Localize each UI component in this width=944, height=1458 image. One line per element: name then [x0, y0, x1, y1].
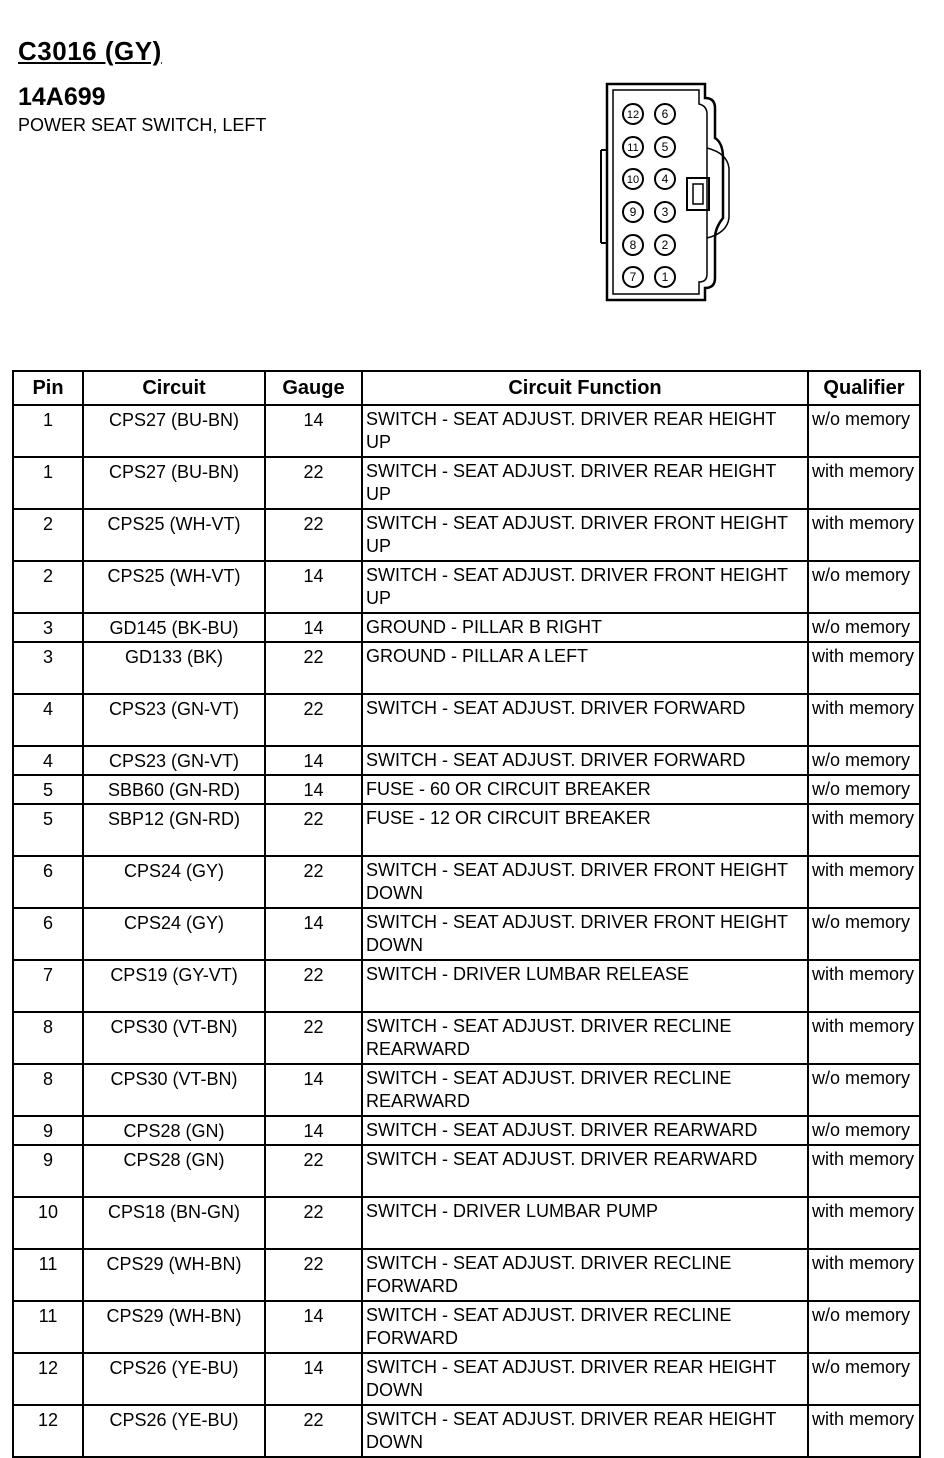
table-header-row — [13, 371, 920, 405]
cell-gauge: 14 — [265, 908, 362, 960]
pin-label: 9 — [629, 205, 637, 219]
cell-gauge: 22 — [265, 1249, 362, 1301]
table-row — [13, 746, 920, 775]
cell-pin: 12 — [13, 1353, 83, 1405]
cell-function: FUSE - 60 OR CIRCUIT BREAKER — [362, 775, 808, 804]
connector-face-diagram — [595, 78, 735, 308]
cell-qualifier: w/o memory — [808, 613, 920, 642]
cell-function: SWITCH - SEAT ADJUST. DRIVER FRONT HEIGHT DOWN — [362, 856, 808, 908]
cell-qualifier: w/o memory — [808, 775, 920, 804]
table-row — [13, 1405, 920, 1457]
table-row — [13, 457, 920, 509]
table-row — [13, 908, 920, 960]
header-gauge: Gauge — [265, 371, 362, 405]
cell-qualifier: with memory — [808, 1012, 920, 1064]
cell-qualifier: w/o memory — [808, 1301, 920, 1353]
table-row — [13, 1197, 920, 1249]
cell-qualifier: with memory — [808, 509, 920, 561]
pin-label: 7 — [629, 270, 637, 284]
cell-pin: 9 — [13, 1116, 83, 1145]
cell-circuit: CPS23 (GN-VT) — [83, 694, 265, 746]
cell-circuit: CPS25 (WH-VT) — [83, 561, 265, 613]
cell-gauge: 22 — [265, 1197, 362, 1249]
cell-function: SWITCH - SEAT ADJUST. DRIVER RECLINE FORWARD — [362, 1249, 808, 1301]
cell-pin: 11 — [13, 1301, 83, 1353]
cell-pin: 7 — [13, 960, 83, 1012]
cell-function: SWITCH - DRIVER LUMBAR PUMP — [362, 1197, 808, 1249]
cell-pin: 9 — [13, 1145, 83, 1197]
cell-function: SWITCH - SEAT ADJUST. DRIVER REARWARD — [362, 1116, 808, 1145]
pin-label: 2 — [661, 238, 669, 252]
cell-pin: 10 — [13, 1197, 83, 1249]
header-pin: Pin — [13, 371, 83, 405]
table-row — [13, 1145, 920, 1197]
pin-label: 12 — [626, 109, 640, 121]
cell-pin: 1 — [13, 405, 83, 457]
cell-gauge: 22 — [265, 804, 362, 856]
cell-qualifier: with memory — [808, 856, 920, 908]
table-row — [13, 804, 920, 856]
cell-qualifier: with memory — [808, 457, 920, 509]
pin-label: 11 — [627, 142, 639, 154]
cell-gauge: 14 — [265, 746, 362, 775]
cell-gauge: 22 — [265, 457, 362, 509]
cell-function: SWITCH - SEAT ADJUST. DRIVER FRONT HEIGHT UP — [362, 509, 808, 561]
cell-gauge: 14 — [265, 405, 362, 457]
pin-label: 8 — [629, 238, 637, 252]
cell-pin: 2 — [13, 561, 83, 613]
cell-function: SWITCH - SEAT ADJUST. DRIVER RECLINE REARWARD — [362, 1012, 808, 1064]
table-row — [13, 405, 920, 457]
cell-circuit: SBP12 (GN-RD) — [83, 804, 265, 856]
cell-function: SWITCH - SEAT ADJUST. DRIVER REAR HEIGHT DOWN — [362, 1353, 808, 1405]
table-row — [13, 509, 920, 561]
cell-qualifier: with memory — [808, 642, 920, 694]
cell-gauge: 22 — [265, 642, 362, 694]
cell-function: SWITCH - DRIVER LUMBAR RELEASE — [362, 960, 808, 1012]
cell-pin: 11 — [13, 1249, 83, 1301]
cell-pin: 8 — [13, 1064, 83, 1116]
cell-circuit: CPS28 (GN) — [83, 1116, 265, 1145]
cell-qualifier: w/o memory — [808, 1116, 920, 1145]
pin-column-right — [655, 104, 675, 287]
cell-function: SWITCH - SEAT ADJUST. DRIVER RECLINE REARWARD — [362, 1064, 808, 1116]
table-row — [13, 561, 920, 613]
cell-function: SWITCH - SEAT ADJUST. DRIVER REARWARD — [362, 1145, 808, 1197]
cell-pin: 4 — [13, 746, 83, 775]
cell-circuit: CPS28 (GN) — [83, 1145, 265, 1197]
cell-qualifier: with memory — [808, 1405, 920, 1457]
table-row — [13, 1116, 920, 1145]
cell-qualifier: with memory — [808, 694, 920, 746]
cell-gauge: 14 — [265, 1353, 362, 1405]
cell-function: SWITCH - SEAT ADJUST. DRIVER FORWARD — [362, 694, 808, 746]
cell-function: SWITCH - SEAT ADJUST. DRIVER FRONT HEIGHT UP — [362, 561, 808, 613]
cell-circuit: CPS25 (WH-VT) — [83, 509, 265, 561]
pin-label: 3 — [661, 205, 669, 219]
cell-gauge: 14 — [265, 1301, 362, 1353]
cell-qualifier: with memory — [808, 804, 920, 856]
cell-circuit: CPS27 (BU-BN) — [83, 457, 265, 509]
cell-pin: 5 — [13, 775, 83, 804]
header-circuit: Circuit — [83, 371, 265, 405]
cell-pin: 6 — [13, 856, 83, 908]
cell-function: SWITCH - SEAT ADJUST. DRIVER REAR HEIGHT UP — [362, 457, 808, 509]
cell-circuit: CPS26 (YE-BU) — [83, 1405, 265, 1457]
pin-label: 4 — [661, 172, 669, 186]
cell-qualifier: with memory — [808, 1197, 920, 1249]
cell-function: FUSE - 12 OR CIRCUIT BREAKER — [362, 804, 808, 856]
cell-function: SWITCH - SEAT ADJUST. DRIVER FORWARD — [362, 746, 808, 775]
cell-qualifier: with memory — [808, 960, 920, 1012]
cell-function: SWITCH - SEAT ADJUST. DRIVER REAR HEIGHT UP — [362, 405, 808, 457]
pin-label: 1 — [661, 270, 669, 284]
cell-pin: 6 — [13, 908, 83, 960]
cell-function: GROUND - PILLAR B RIGHT — [362, 613, 808, 642]
header-qualifier: Qualifier — [808, 371, 920, 405]
table-row — [13, 1012, 920, 1064]
cell-circuit: GD133 (BK) — [83, 642, 265, 694]
cell-circuit: CPS24 (GY) — [83, 908, 265, 960]
cell-circuit: SBB60 (GN-RD) — [83, 775, 265, 804]
part-number: 14A699 — [18, 83, 106, 111]
cell-circuit: CPS29 (WH-BN) — [83, 1249, 265, 1301]
cell-circuit: CPS26 (YE-BU) — [83, 1353, 265, 1405]
connector-id: C3016 (GY) — [18, 36, 162, 66]
cell-pin: 5 — [13, 804, 83, 856]
cell-pin: 2 — [13, 509, 83, 561]
cell-qualifier: with memory — [808, 1249, 920, 1301]
cell-qualifier: w/o memory — [808, 405, 920, 457]
cell-gauge: 22 — [265, 1405, 362, 1457]
cell-gauge: 22 — [265, 960, 362, 1012]
cell-qualifier: w/o memory — [808, 1064, 920, 1116]
cell-qualifier: w/o memory — [808, 561, 920, 613]
part-description: POWER SEAT SWITCH, LEFT — [18, 115, 267, 135]
cell-gauge: 14 — [265, 1116, 362, 1145]
cell-pin: 12 — [13, 1405, 83, 1457]
cell-qualifier: w/o memory — [808, 908, 920, 960]
cell-qualifier: w/o memory — [808, 1353, 920, 1405]
cell-circuit: CPS30 (VT-BN) — [83, 1012, 265, 1064]
cell-circuit: CPS23 (GN-VT) — [83, 746, 265, 775]
cell-gauge: 22 — [265, 509, 362, 561]
cell-circuit: CPS29 (WH-BN) — [83, 1301, 265, 1353]
table-row — [13, 642, 920, 694]
cell-function: SWITCH - SEAT ADJUST. DRIVER FRONT HEIGHT DOWN — [362, 908, 808, 960]
table-row — [13, 613, 920, 642]
cell-pin: 3 — [13, 642, 83, 694]
pin-label: 5 — [661, 140, 669, 154]
cell-circuit: CPS30 (VT-BN) — [83, 1064, 265, 1116]
pinout-table — [12, 370, 921, 1458]
table-row — [13, 1301, 920, 1353]
table-row — [13, 960, 920, 1012]
cell-circuit: CPS18 (BN-GN) — [83, 1197, 265, 1249]
cell-circuit: CPS27 (BU-BN) — [83, 405, 265, 457]
cell-gauge: 22 — [265, 694, 362, 746]
cell-gauge: 22 — [265, 1012, 362, 1064]
cell-gauge: 22 — [265, 1145, 362, 1197]
table-row — [13, 1064, 920, 1116]
cell-circuit: CPS19 (GY-VT) — [83, 960, 265, 1012]
cell-qualifier: w/o memory — [808, 746, 920, 775]
cell-qualifier: with memory — [808, 1145, 920, 1197]
cell-gauge: 14 — [265, 1064, 362, 1116]
cell-gauge: 22 — [265, 856, 362, 908]
pin-label: 10 — [626, 174, 640, 186]
cell-circuit: GD145 (BK-BU) — [83, 613, 265, 642]
table-row — [13, 856, 920, 908]
table-row — [13, 775, 920, 804]
pin-column-left — [623, 104, 643, 287]
cell-gauge: 14 — [265, 561, 362, 613]
cell-function: SWITCH - SEAT ADJUST. DRIVER RECLINE FORWARD — [362, 1301, 808, 1353]
cell-pin: 4 — [13, 694, 83, 746]
cell-function: SWITCH - SEAT ADJUST. DRIVER REAR HEIGHT DOWN — [362, 1405, 808, 1457]
cell-pin: 1 — [13, 457, 83, 509]
connector-latch — [687, 178, 709, 210]
table-row — [13, 694, 920, 746]
pin-label: 6 — [661, 107, 669, 121]
cell-pin: 8 — [13, 1012, 83, 1064]
cell-gauge: 14 — [265, 613, 362, 642]
cell-pin: 3 — [13, 613, 83, 642]
table-row — [13, 1353, 920, 1405]
cell-circuit: CPS24 (GY) — [83, 856, 265, 908]
cell-gauge: 14 — [265, 775, 362, 804]
cell-function: GROUND - PILLAR A LEFT — [362, 642, 808, 694]
header-circuit-function: Circuit Function — [362, 371, 808, 405]
table-row — [13, 1249, 920, 1301]
